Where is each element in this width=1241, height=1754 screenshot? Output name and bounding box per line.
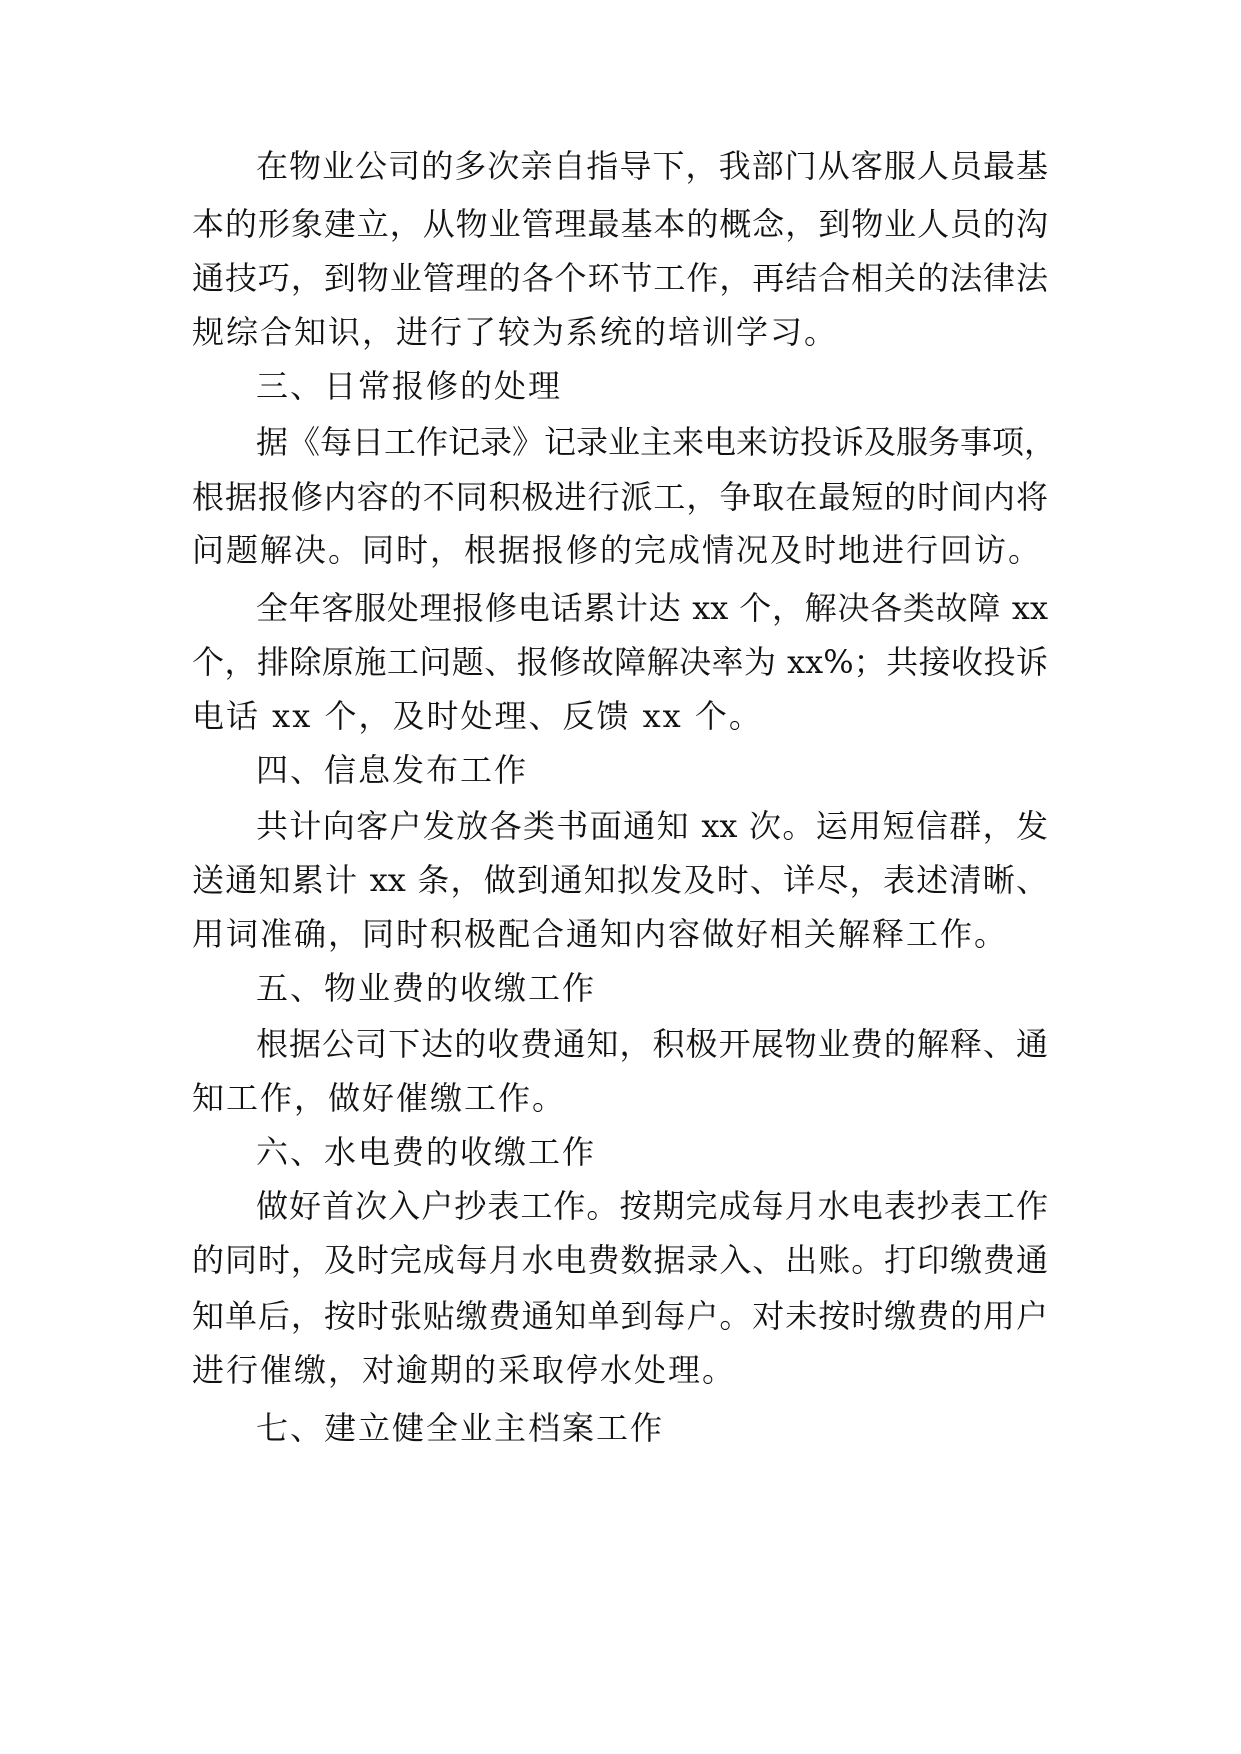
paragraph-line: 在物业公司的多次亲自指导下，我部门从客服人员最基: [256, 147, 1048, 185]
paragraph-line: 问题解决。同时，根据报修的完成情况及时地进行回访。: [192, 531, 1043, 569]
section-heading: 七、建立健全业主档案工作: [256, 1409, 665, 1447]
section-heading: 六、水电费的收缴工作: [256, 1133, 597, 1171]
paragraph-line: 共计向客户发放各类书面通知 xx 次。运用短信群，发: [256, 807, 1048, 845]
paragraph-line: 根据报修内容的不同积极进行派工，争取在最短的时间内将: [192, 478, 1048, 516]
paragraph-line: 知工作，做好催缴工作。: [192, 1079, 567, 1117]
paragraph-line: 全年客服处理报修电话累计达 xx 个，解决各类故障 xx: [256, 589, 1048, 627]
paragraph-line: 进行催缴，对逾期的采取停水处理。: [192, 1351, 737, 1389]
section-heading: 三、日常报修的处理: [256, 367, 563, 405]
section-heading: 四、信息发布工作: [256, 751, 529, 789]
paragraph-line: 送通知累计 xx 条，做到通知拟发及时、详尽，表述清晰、: [192, 861, 1048, 899]
paragraph-line: 的同时，及时完成每月水电费数据录入、出账。打印缴费通: [192, 1241, 1048, 1279]
paragraph-line: 据《每日工作记录》记录业主来电来访投诉及服务事项，: [256, 423, 1057, 461]
paragraph-line: 知单后，按时张贴缴费通知单到每户。对未按时缴费的用户: [192, 1297, 1048, 1335]
paragraph-line: 规综合知识，进行了较为系统的培训学习。: [192, 313, 839, 351]
paragraph-line: 本的形象建立，从物业管理最基本的概念，到物业人员的沟: [192, 205, 1048, 243]
section-heading: 五、物业费的收缴工作: [256, 969, 597, 1007]
paragraph-line: 根据公司下达的收费通知，积极开展物业费的解释、通: [256, 1025, 1048, 1063]
paragraph-line: 做好首次入户抄表工作。按期完成每月水电表抄表工作: [256, 1187, 1048, 1225]
paragraph-line: 个，排除原施工问题、报修故障解决率为 xx%；共接收投诉: [192, 643, 1048, 681]
paragraph-line: 通技巧，到物业管理的各个环节工作，再结合相关的法律法: [192, 259, 1048, 297]
paragraph-line: 用词准确，同时积极配合通知内容做好相关解释工作。: [192, 915, 1009, 953]
paragraph-line: 电话 xx 个，及时处理、反馈 xx 个。: [192, 697, 763, 735]
